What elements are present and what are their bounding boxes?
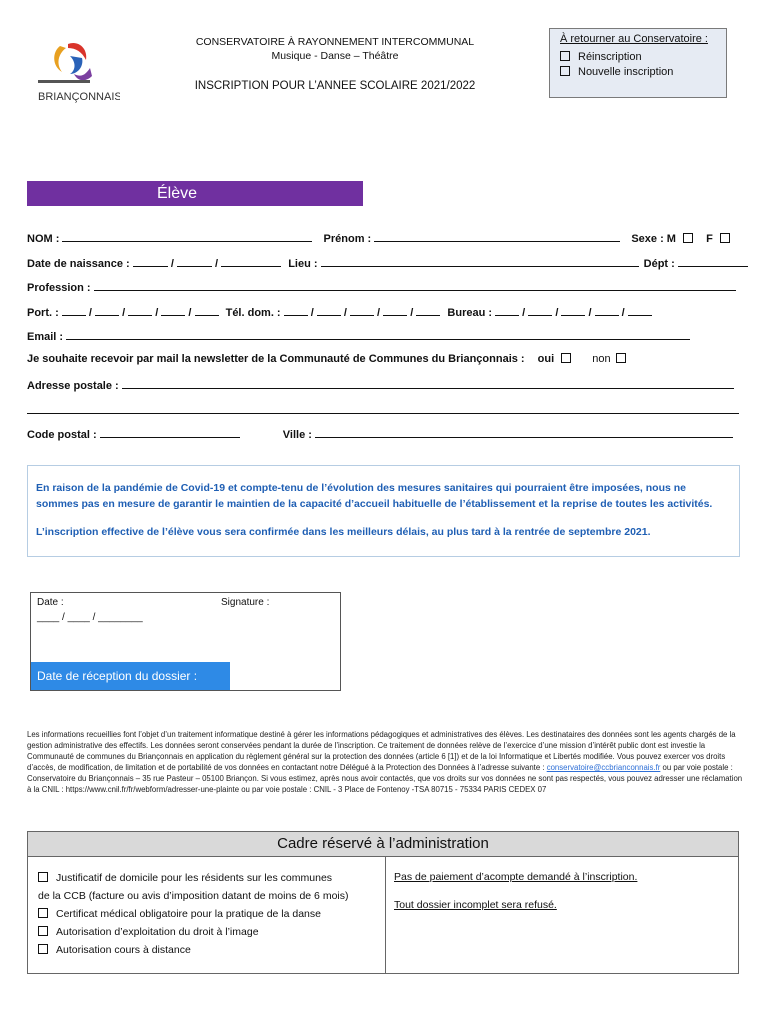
row-email <box>27 329 690 343</box>
prenom-label: Prénom : <box>323 233 372 245</box>
checkbox-icon[interactable] <box>560 66 570 76</box>
org-name: CONSERVATOIRE À RAYONNEMENT INTERCOMMUNAL <box>195 36 475 48</box>
covid-notice-text: En raison de la pandémie de Covid-19 et compte-tenu de l’évolution des mesures sanitaires qui pourraient être imposées, nous ne sommes pas en mesure de garantir le maintien de la capacité d’accueil habituelle de l’établissement et la reprise de toutes les activités. <box>36 482 713 510</box>
admin-item-cours-distance[interactable]: Autorisation cours à distance <box>38 941 348 959</box>
dept-field[interactable] <box>678 256 748 267</box>
nom-field[interactable] <box>62 231 312 242</box>
row-profession <box>27 280 736 294</box>
bureau-field-4[interactable] <box>595 305 619 316</box>
ville-field[interactable] <box>315 427 733 438</box>
birth-month-field[interactable] <box>177 256 212 267</box>
covid-notice <box>27 465 740 557</box>
tel-field-2[interactable] <box>317 305 341 316</box>
profession-field[interactable] <box>94 280 736 291</box>
port-field-3[interactable] <box>128 305 152 316</box>
port-label: Port. : <box>27 307 59 319</box>
bureau-field-5[interactable] <box>628 305 652 316</box>
admin-item-droit-image[interactable]: Autorisation d’exploitation du droit à l’image <box>38 923 348 941</box>
checkbox-icon[interactable] <box>38 944 48 954</box>
bureau-field-1[interactable] <box>495 305 519 316</box>
bureau-label: Bureau : <box>447 307 493 319</box>
port-field-2[interactable] <box>95 305 119 316</box>
row-newsletter <box>27 353 630 365</box>
option-reinscription[interactable]: Réinscription <box>560 50 716 65</box>
conservatoire-logo <box>30 34 120 106</box>
port-field-1[interactable] <box>62 305 86 316</box>
option-nouvelle-inscription[interactable]: Nouvelle inscription <box>560 65 716 80</box>
adresse-label: Adresse postale : <box>27 380 119 392</box>
admin-section-title: Cadre réservé à l’administration <box>27 831 739 857</box>
admin-divider <box>385 857 386 973</box>
checkbox-icon[interactable] <box>38 926 48 936</box>
row-address <box>27 378 734 392</box>
row-birth: Date de naissance : / / Lieu : Dépt : <box>27 256 748 270</box>
logo-text: BRIANÇONNAIS <box>38 91 120 103</box>
sexe-label: Sexe : M <box>631 233 676 245</box>
privacy-text-end: ou par voie postale : Conservatoire du Briançonnais – 35 rue Pasteur – 05100 Briançon. Si vous estimez, après nous avoir contactés, que vos droits sur vos données ne sont pas respectés, vous pouvez adresser une réclamation à la CNIL : https://www.cnil.fr/fr/webform/adresser-une-plainte ou par voie postale : CNIL - 3 Place de Fontenoy -TSA 80715 - 75334 PARIS CEDEX 07 <box>27 763 743 794</box>
reception-date-label: Date de réception du dossier : <box>31 662 230 690</box>
date-label: Date : <box>37 597 64 608</box>
lieu-label: Lieu : <box>288 258 318 270</box>
nom-label: NOM : <box>27 233 60 245</box>
dpo-email-link[interactable]: conservatoire@ccbrianconnais.fr <box>546 763 661 772</box>
checkbox-icon[interactable] <box>560 51 570 61</box>
return-box <box>549 28 727 98</box>
port-field-5[interactable] <box>195 305 219 316</box>
admin-notes <box>394 871 637 927</box>
page-title: INSCRIPTION POUR L’ANNEE SCOLAIRE 2021/2022 <box>194 80 476 92</box>
tel-field-5[interactable] <box>416 305 440 316</box>
newsletter-label: Je souhaite recevoir par mail la newsletter de la Communauté de Communes du Briançonnais : <box>27 353 525 365</box>
privacy-notice <box>27 729 743 795</box>
admin-section <box>27 857 739 974</box>
code-postal-label: Code postal : <box>27 429 97 441</box>
email-field[interactable] <box>66 329 690 340</box>
dept-label: Dépt : <box>643 258 675 270</box>
prenom-field[interactable] <box>374 231 620 242</box>
row-city <box>27 427 733 441</box>
bureau-field-2[interactable] <box>528 305 552 316</box>
admin-item-justificatif[interactable]: Justificatif de domicile pour les résidents sur les communes <box>38 869 348 887</box>
tel-dom-label: Tél. dom. : <box>225 307 281 319</box>
birth-day-field[interactable] <box>133 256 168 267</box>
newsletter-oui-checkbox[interactable] <box>561 353 571 363</box>
admin-item-certificat[interactable]: Certificat médical obligatoire pour la pratique de la danse <box>38 905 348 923</box>
section-eleve-title: Élève <box>27 181 363 206</box>
row-phones: Port. : / / / / Tél. dom. : / / / / Bureau : / / / / <box>27 305 652 319</box>
sexe-f-label: F <box>706 233 713 245</box>
newsletter-non-checkbox[interactable] <box>616 353 626 363</box>
checkbox-icon[interactable] <box>38 872 48 882</box>
bureau-field-3[interactable] <box>561 305 585 316</box>
port-field-4[interactable] <box>161 305 185 316</box>
adresse-field-line2[interactable] <box>27 413 739 414</box>
tel-field-3[interactable] <box>350 305 374 316</box>
admin-note-incomplet: Tout dossier incomplet sera refusé. <box>394 899 557 911</box>
adresse-field[interactable] <box>122 378 734 389</box>
privacy-text: Les informations recueillies font l’objet d’un traitement informatique destiné à gérer les informations pédagogiques et administratives des élèves. Les destinataires des données sont les agents chargés de la gestion administrative des effectifs. Les données seront conservées pendant la durée de l’inscription. Ce traitement de données relève de l’exercice d’une mission d’intérêt public dont est investie la Communauté de communes du Briançonnais en application du règlement général sur la protection des données (article 6 [1]) et de la loi Informatique et Libertés modifiée. Vous pouvez exercer vos droits d’accès, de modification, de limitation et de portabilité de vos données en contactant notre Délégué à la Protection des Données à l’adresse suivante : <box>27 730 736 772</box>
birth-year-field[interactable] <box>221 256 281 267</box>
admin-checklist <box>38 869 348 959</box>
return-title: À retourner au Conservatoire : <box>560 33 708 45</box>
admin-note-acompte: Pas de paiement d’acompte demandé à l’inscription. <box>394 871 638 883</box>
lieu-field[interactable] <box>321 256 639 267</box>
sexe-m-checkbox[interactable] <box>683 233 693 243</box>
email-label: Email : <box>27 331 64 343</box>
profession-label: Profession : <box>27 282 91 294</box>
checkbox-icon[interactable] <box>38 908 48 918</box>
naissance-label: Date de naissance : <box>27 258 130 270</box>
newsletter-oui-label: oui <box>537 353 555 365</box>
signature-label: Signature : <box>221 597 270 608</box>
tel-field-1[interactable] <box>284 305 308 316</box>
org-disciplines: Musique - Danse – Théâtre <box>271 50 399 62</box>
tel-field-4[interactable] <box>383 305 407 316</box>
date-field[interactable]: ____ / ____ / ________ <box>37 612 143 623</box>
newsletter-non-label: non <box>592 353 611 365</box>
ville-label: Ville : <box>282 429 312 441</box>
code-postal-field[interactable] <box>100 427 240 438</box>
confirmation-notice-text: L’inscription effective de l’élève vous sera confirmée dans les meilleurs délais, au plus tard à la rentrée de septembre 2021. <box>36 526 651 538</box>
row-identity <box>27 231 734 245</box>
admin-item-justificatif-detail: de la CCB (facture ou avis d’imposition datant de moins de 6 mois) <box>38 890 349 902</box>
sexe-f-checkbox[interactable] <box>720 233 730 243</box>
